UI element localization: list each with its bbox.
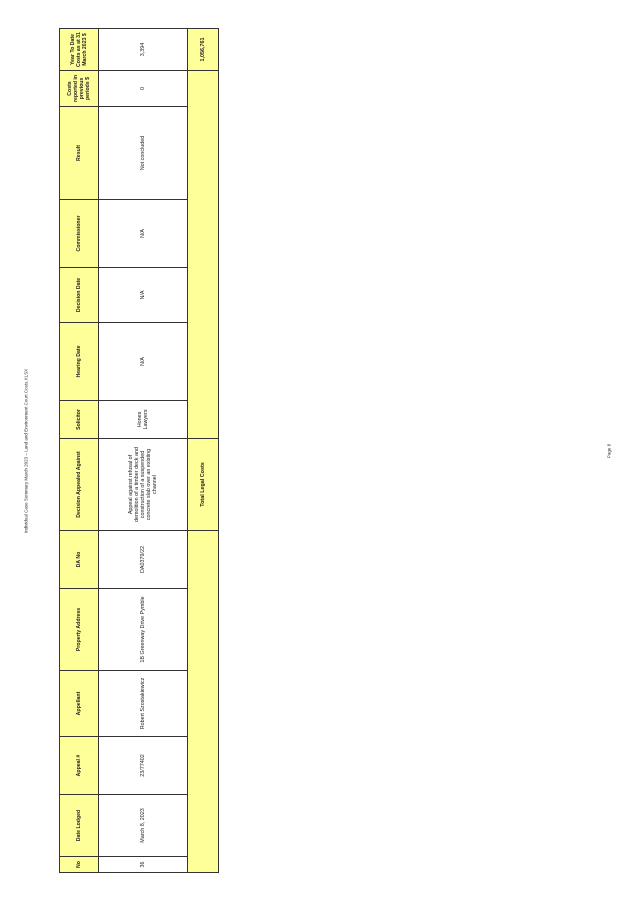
header-hearing-date: Hearing Date (60, 323, 99, 401)
cell-solicitor: Hones Lawyers (99, 401, 188, 439)
header-date-lodged: Date Lodged (60, 795, 99, 857)
page-number: Page 8 (606, 443, 612, 459)
table-row (99, 29, 188, 873)
header-ytd-costs: Year To Date Costs as at 31 March 2023 $ (60, 29, 99, 71)
total-spacer-2 (188, 71, 219, 439)
header-no: No (60, 857, 99, 873)
cell-costs-previous: 0 (99, 71, 188, 107)
cell-no: 36 (99, 857, 188, 873)
header-appellant: Appellant (60, 671, 99, 737)
cell-result: Not concluded (99, 107, 188, 200)
cell-da-no: DA0379/22 (99, 531, 188, 589)
document-header-note: Individual Case Summary March 2023 – Land and Environment Court Costs.XLSX (23, 368, 29, 534)
header-commissioner: Commissioner (60, 200, 99, 268)
header-da-no: DA No (60, 531, 99, 589)
cell-commissioner: N/A (99, 200, 188, 268)
header-decision-appealed: Decision Appealed Against (60, 439, 99, 531)
total-value: 1,056,761 (188, 29, 219, 71)
total-row (188, 29, 219, 873)
cell-decision-appealed: Appeal against refusal of demolition of a timber deck and construction of a suspended concrete slab over an existing channel (99, 439, 188, 531)
cell-appellant: Robert Szostakiewicz (99, 671, 188, 737)
table-header-row (60, 29, 99, 873)
legal-costs-table (59, 28, 219, 873)
cell-appeal-number: 23/77402 (99, 737, 188, 795)
header-result: Result (60, 107, 99, 200)
cell-hearing-date: N/A (99, 323, 188, 401)
total-spacer (188, 531, 219, 873)
header-solicitor: Solicitor (60, 401, 99, 439)
cell-date-lodged: March 8, 2023 (99, 795, 188, 857)
header-appeal-number: Appeal # (60, 737, 99, 795)
legal-costs-table-wrapper (59, 29, 211, 873)
header-property-address: Property Address (60, 589, 99, 671)
cell-decision-date: N/A (99, 268, 188, 323)
cell-ytd-costs: 3,394 (99, 29, 188, 71)
cell-property-address: 1B Greenway Drive Pymble (99, 589, 188, 671)
header-decision-date: Decision Date (60, 268, 99, 323)
total-label: Total Legal Costs (188, 439, 219, 531)
header-costs-previous: Costs reported in previous periods $ (60, 71, 99, 107)
